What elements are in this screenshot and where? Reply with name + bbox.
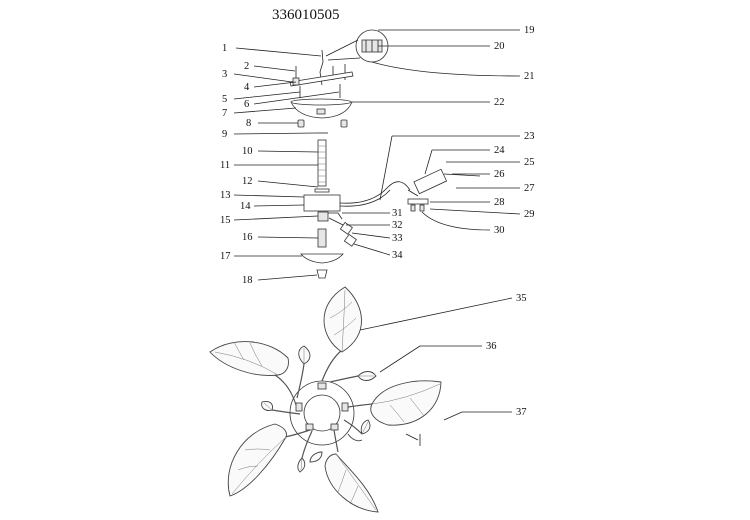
part-label-35: 35 [516,293,527,304]
part-label-29: 29 [524,209,535,220]
part-label-12: 12 [242,176,253,187]
part-label-31: 31 [392,208,403,219]
part-label-19: 19 [524,25,535,36]
part-label-13: 13 [220,190,231,201]
part-labels-right [392,25,535,418]
model-code: 336010505 [272,7,340,23]
part-label-2: 2 [244,61,250,72]
part-label-4: 4 [244,82,250,93]
part-label-30: 30 [494,225,505,236]
part-label-14: 14 [240,201,251,212]
fixture-top-view [210,287,441,512]
part-label-10: 10 [242,146,253,157]
part-label-28: 28 [494,197,505,208]
part-label-26: 26 [494,169,505,180]
part-label-3: 3 [222,69,228,80]
part-label-20: 20 [494,41,505,52]
part-label-37: 37 [516,407,527,418]
part-label-27: 27 [524,183,535,194]
part-label-7: 7 [222,108,228,119]
part-label-16: 16 [242,232,253,243]
part-label-22: 22 [494,97,505,108]
part-label-11: 11 [220,160,231,171]
part-label-33: 33 [392,233,403,244]
part-label-9: 9 [222,129,228,140]
part-label-17: 17 [220,251,231,262]
part-labels-left [220,43,253,286]
part-label-32: 32 [392,220,403,231]
upper-assembly [290,30,480,278]
part-label-34: 34 [392,250,403,261]
part-label-18: 18 [242,275,253,286]
part-label-36: 36 [486,341,497,352]
part-label-5: 5 [222,94,228,105]
part-label-8: 8 [246,118,252,129]
part-label-21: 21 [524,71,535,82]
part-label-1: 1 [222,43,228,54]
part-label-6: 6 [244,99,250,110]
part-label-24: 24 [494,145,505,156]
part-label-23: 23 [524,131,535,142]
part-label-25: 25 [524,157,535,168]
part-label-15: 15 [220,215,231,226]
